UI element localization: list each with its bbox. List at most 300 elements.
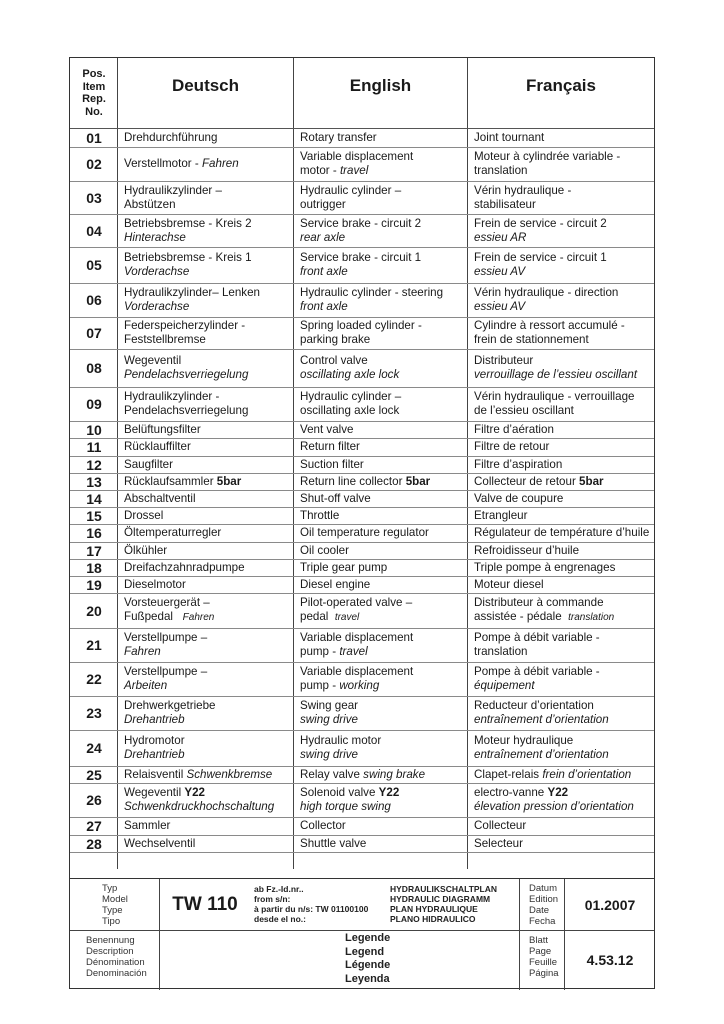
text: Diesel engine xyxy=(300,577,371,591)
italic-text: rear axle xyxy=(300,230,346,244)
item-number: 25 xyxy=(86,766,102,783)
italic-text: essieu AR xyxy=(474,230,527,244)
item-number: 20 xyxy=(86,602,102,619)
table-row xyxy=(70,214,654,248)
title-block xyxy=(70,878,654,990)
text: Vorsteuergerät – xyxy=(124,596,210,609)
table-row xyxy=(70,696,654,731)
french-description xyxy=(474,247,654,283)
text-line xyxy=(300,231,468,245)
model-labels xyxy=(102,883,128,927)
label-tipo: Tipo xyxy=(102,916,121,927)
german-description xyxy=(124,835,294,852)
italic-text: Drehantrieb xyxy=(124,748,185,761)
text: Clapet-relais xyxy=(474,767,543,781)
text-line xyxy=(124,157,294,171)
text-line xyxy=(300,509,468,523)
french-description xyxy=(474,214,654,247)
text: pump - xyxy=(300,645,340,658)
label-denomination: Dénomination xyxy=(86,957,145,968)
doc-type-fr: PLAN HYDRAULIQUE xyxy=(390,904,478,914)
label-typ: Typ xyxy=(102,883,118,894)
text-line xyxy=(124,645,294,659)
text-line xyxy=(300,699,468,713)
text: stabilisateur xyxy=(474,197,536,211)
header-deutsch: Deutsch xyxy=(171,76,240,95)
text-line xyxy=(474,768,654,782)
text-line xyxy=(124,631,294,645)
text-line xyxy=(124,251,294,265)
date-value: 01.2007 xyxy=(584,896,636,913)
table-row xyxy=(70,576,654,594)
german-description xyxy=(124,766,294,783)
italic-text: Fahren xyxy=(201,157,239,170)
text-line xyxy=(474,645,654,659)
french-description xyxy=(474,766,654,783)
item-number: 13 xyxy=(86,473,102,490)
item-label: Item xyxy=(82,80,106,93)
english-description xyxy=(300,349,468,387)
text-line xyxy=(474,184,654,198)
text-line xyxy=(300,184,468,198)
text: Service brake - circuit 2 xyxy=(300,216,422,230)
text: Collecteur de retour xyxy=(474,474,580,488)
text-line xyxy=(474,748,654,762)
italic-text: high torque swing xyxy=(300,800,391,813)
label-date: Date xyxy=(529,905,550,916)
french-description xyxy=(474,349,654,387)
text-line xyxy=(300,610,468,625)
text-line xyxy=(300,333,468,347)
text: Spring loaded cylinder - xyxy=(300,319,422,332)
italic-text: frein d’orientation xyxy=(542,767,632,781)
label-edition: Edition xyxy=(529,894,559,905)
text-line xyxy=(300,561,468,575)
text: outrigger xyxy=(300,197,346,211)
bold-text: Y22 xyxy=(378,786,400,799)
english-description xyxy=(300,730,468,766)
text: Frein de service - circuit 1 xyxy=(474,251,607,264)
english-description xyxy=(300,576,468,593)
text: pedal xyxy=(300,610,335,623)
english-description xyxy=(300,783,468,817)
text-line xyxy=(474,610,654,625)
german-description xyxy=(124,247,294,283)
text: Vérin hydraulique - verrouillage xyxy=(474,390,635,403)
text: Throttle xyxy=(300,508,340,522)
text: Vérin hydraulique - direction xyxy=(474,286,619,299)
bold-text: Y22 xyxy=(547,786,569,799)
text-line xyxy=(474,665,654,679)
text-line xyxy=(300,837,468,851)
german-description xyxy=(124,524,294,542)
text-line xyxy=(474,440,654,454)
text-line xyxy=(124,440,294,454)
text-line xyxy=(124,286,294,300)
text-line xyxy=(474,286,654,300)
item-number: 05 xyxy=(86,257,102,273)
german-description xyxy=(124,214,294,247)
text: Wechselventil xyxy=(124,836,196,850)
text: Federspeicherzylinder - xyxy=(124,319,246,332)
text-line xyxy=(124,665,294,679)
pos-label: Pos. xyxy=(82,68,106,80)
text: Shuttle valve xyxy=(300,836,367,850)
text: Control valve xyxy=(300,354,368,367)
text-line xyxy=(474,475,654,489)
serial-es: desde el no.: xyxy=(254,914,306,924)
text: Rücklaufsammler xyxy=(124,474,217,488)
text-line xyxy=(474,150,654,164)
item-number: 06 xyxy=(86,292,102,308)
english-description xyxy=(300,147,468,181)
text: Collecteur xyxy=(474,819,527,832)
table-row xyxy=(70,438,654,457)
text-line xyxy=(300,596,468,610)
model-value: TW 110 xyxy=(172,893,238,915)
text-line xyxy=(300,131,468,145)
text: Joint tournant xyxy=(474,130,545,144)
text: motor - xyxy=(300,164,340,177)
italic-text: Hinterachse xyxy=(124,230,186,244)
french-description xyxy=(474,783,654,817)
text: translation xyxy=(474,164,528,177)
text-line xyxy=(474,404,654,418)
english-description xyxy=(300,283,468,317)
text-line xyxy=(474,713,654,727)
text: Swing gear xyxy=(300,699,359,712)
text-line xyxy=(300,679,468,693)
text-line xyxy=(124,300,294,314)
table-row xyxy=(70,147,654,182)
table-row xyxy=(70,559,654,577)
item-number: 07 xyxy=(86,325,102,341)
text: oscillating axle lock xyxy=(300,404,400,417)
text: Vérin hydraulique - xyxy=(474,183,572,197)
table-row xyxy=(70,421,654,439)
label-blatt: Blatt xyxy=(529,935,549,946)
german-description xyxy=(124,421,294,438)
text: Pompe à débit variable - xyxy=(474,665,600,678)
text-line xyxy=(124,475,294,489)
table-row xyxy=(70,387,654,422)
label-datum: Datum xyxy=(529,883,557,894)
text-line xyxy=(124,492,294,506)
text: Hydraulikzylinder– Lenken xyxy=(124,286,260,299)
italic-text: Drehantrieb xyxy=(124,713,185,726)
text-line xyxy=(124,184,294,198)
doc-type-en: HYDRAULIC DIAGRAMM xyxy=(390,894,491,904)
item-number: 16 xyxy=(86,525,102,541)
text-line xyxy=(124,354,294,368)
text-line xyxy=(300,251,468,265)
text-line xyxy=(124,458,294,472)
text-line xyxy=(474,819,654,833)
item-number: 11 xyxy=(86,439,102,455)
item-number: 28 xyxy=(86,835,102,852)
german-description xyxy=(124,542,294,559)
text: Feststellbremse xyxy=(124,333,206,346)
item-number: 03 xyxy=(86,189,102,206)
text-line xyxy=(300,645,468,659)
text-line xyxy=(474,131,654,145)
text-line xyxy=(124,596,294,610)
text: Hydromotor xyxy=(124,734,185,747)
position-header xyxy=(70,58,118,128)
text: Hydraulikzylinder – xyxy=(124,183,222,197)
text: Fußpedal xyxy=(124,610,183,623)
table-row xyxy=(70,473,654,491)
text: Selecteur xyxy=(474,836,523,850)
text: assistée - pédale xyxy=(474,610,569,623)
english-description xyxy=(300,456,468,473)
text-line xyxy=(300,492,468,506)
english-description xyxy=(300,559,468,576)
item-number: 21 xyxy=(86,637,102,653)
table-row xyxy=(70,283,654,318)
english-description xyxy=(300,542,468,559)
text: Pendelachsverriegelung xyxy=(124,404,249,417)
table-row xyxy=(70,317,654,350)
text: Verstellpumpe – xyxy=(124,665,208,678)
text: Relay valve xyxy=(300,767,364,781)
english-description xyxy=(300,490,468,507)
text-line xyxy=(474,544,654,558)
text-line xyxy=(474,390,654,404)
text: Sammler xyxy=(124,819,171,832)
label-type: Type xyxy=(102,905,123,916)
french-description xyxy=(474,576,654,593)
item-number: 27 xyxy=(86,818,102,834)
french-description xyxy=(474,542,654,559)
text: Collector xyxy=(300,819,346,832)
desc-de: Legende xyxy=(345,932,391,944)
text: Belüftungsfilter xyxy=(124,422,201,436)
item-number: 10 xyxy=(86,421,102,438)
german-description xyxy=(124,387,294,421)
text: Return filter xyxy=(300,440,360,453)
description-labels xyxy=(86,935,147,979)
german-description xyxy=(124,628,294,662)
text: Drehwerkgetriebe xyxy=(124,699,216,712)
text-line xyxy=(474,423,654,437)
doc-type-es: PLANO HIDRAULICO xyxy=(390,914,476,924)
label-benennung: Benennung xyxy=(86,935,135,946)
serial-en: from s/n: xyxy=(254,894,291,904)
text-line xyxy=(474,837,654,851)
table-row xyxy=(70,524,654,543)
text: Dreifachzahnradpumpe xyxy=(124,560,245,574)
date-labels xyxy=(529,883,558,927)
text: Hydraulic cylinder – xyxy=(300,390,402,403)
legend-sheet xyxy=(69,57,655,989)
french-description xyxy=(474,662,654,696)
english-description xyxy=(300,438,468,456)
italic-text: Vorderachse xyxy=(124,265,190,278)
text-line xyxy=(124,265,294,279)
item-number: 22 xyxy=(86,671,102,687)
italic-text: Fahren xyxy=(182,612,215,623)
text-line xyxy=(300,578,468,592)
text-line xyxy=(124,217,294,231)
text-line xyxy=(124,526,294,540)
text-line xyxy=(300,631,468,645)
text: Saugfilter xyxy=(124,457,173,471)
italic-text: swing drive xyxy=(300,748,358,761)
german-description xyxy=(124,576,294,593)
english-description xyxy=(300,317,468,349)
english-description xyxy=(300,817,468,835)
italic-text: swing drive xyxy=(300,713,358,726)
text-line xyxy=(124,231,294,245)
text: Variable displacement xyxy=(300,665,414,678)
text-line xyxy=(124,800,294,814)
text: Hydraulic motor xyxy=(300,734,382,747)
text-line xyxy=(474,164,654,178)
text-line xyxy=(300,265,468,279)
german-description xyxy=(124,490,294,507)
title-divider xyxy=(519,879,520,990)
text: Wegeventil xyxy=(124,354,182,367)
italic-text: entraînement d’orientation xyxy=(474,748,609,761)
text-line xyxy=(300,748,468,762)
text-line xyxy=(124,319,294,333)
text: Variable displacement xyxy=(300,150,414,163)
italic-text: Vorderachse xyxy=(124,300,190,313)
italic-text: travel xyxy=(339,164,369,177)
item-number: 17 xyxy=(86,542,102,559)
serial-labels xyxy=(254,884,368,924)
french-description xyxy=(474,438,654,456)
text: Hydraulikzylinder - xyxy=(124,390,220,403)
text-line xyxy=(474,631,654,645)
text-line xyxy=(474,354,654,368)
text: Frein de service - circuit 2 xyxy=(474,216,607,230)
text: Shut-off valve xyxy=(300,491,371,505)
italic-text: working xyxy=(339,679,380,692)
item-number: 18 xyxy=(86,559,102,576)
text: Relaisventil xyxy=(124,767,187,781)
text-line xyxy=(300,786,468,800)
item-number: 02 xyxy=(86,156,102,172)
text: Pilot-operated valve – xyxy=(300,596,413,609)
french-description xyxy=(474,524,654,542)
text-line xyxy=(300,217,468,231)
text: Reducteur d’orientation xyxy=(474,699,594,712)
english-description xyxy=(300,524,468,542)
text: translation xyxy=(474,645,528,658)
text: Triple gear pump xyxy=(300,560,388,574)
french-description xyxy=(474,730,654,766)
italic-text: swing brake xyxy=(363,767,426,781)
text: Filtre de retour xyxy=(474,440,550,453)
text: Hydraulic cylinder - steering xyxy=(300,286,444,299)
text: de l’essieu oscillant xyxy=(474,404,574,417)
text-line xyxy=(124,679,294,693)
french-description xyxy=(474,181,654,214)
german-description xyxy=(124,559,294,576)
text-line xyxy=(124,368,294,382)
text-line xyxy=(474,319,654,333)
text: Service brake - circuit 1 xyxy=(300,251,422,264)
text-line xyxy=(124,333,294,347)
text-line xyxy=(124,390,294,404)
text: Filtre d’aspiration xyxy=(474,457,563,471)
text-line xyxy=(474,300,654,314)
text-line xyxy=(124,699,294,713)
italic-text: Pendelachsverriegelung xyxy=(124,368,249,381)
item-number: 24 xyxy=(86,740,102,756)
table-row xyxy=(70,783,654,818)
text-line xyxy=(300,800,468,814)
german-description xyxy=(124,456,294,473)
text-line xyxy=(300,150,468,164)
text: Solenoid valve xyxy=(300,786,379,799)
table-row xyxy=(70,835,654,853)
text-line xyxy=(300,734,468,748)
text-line xyxy=(124,404,294,418)
text: Filtre d’aération xyxy=(474,422,554,436)
german-description xyxy=(124,593,294,628)
french-description xyxy=(474,628,654,662)
text-line xyxy=(300,458,468,472)
english-description xyxy=(300,421,468,438)
text: Drossel xyxy=(124,508,164,522)
text: pump - xyxy=(300,679,340,692)
text-line xyxy=(124,509,294,523)
german-description xyxy=(124,147,294,181)
italic-text: essieu AV xyxy=(474,300,526,313)
italic-text: Schwenkbremse xyxy=(186,767,273,781)
label-description: Description xyxy=(86,946,134,957)
text: Régulateur de température d’huile xyxy=(474,526,650,539)
italic-text: élevation pression d’orientation xyxy=(474,800,634,813)
text-line xyxy=(300,440,468,454)
italic-text: verrouillage de l’essieu oscillant xyxy=(474,368,638,381)
text: Variable displacement xyxy=(300,631,414,644)
item-number: 04 xyxy=(86,222,102,239)
table-row xyxy=(70,593,654,629)
bold-text: 5bar xyxy=(216,474,242,488)
text-line xyxy=(124,578,294,592)
text-line xyxy=(474,509,654,523)
serial-fr: à partir du n/s: TW 01100100 xyxy=(254,904,369,914)
item-number: 26 xyxy=(86,792,102,808)
french-description xyxy=(474,147,654,181)
label-pagina: Página xyxy=(529,968,559,979)
text: Pompe à débit variable - xyxy=(474,631,600,644)
text-line xyxy=(474,526,654,540)
text-line xyxy=(300,713,468,727)
text-line xyxy=(300,526,468,540)
header-francais: Français xyxy=(526,76,596,95)
text-line xyxy=(474,800,654,814)
text: frein de stationnement xyxy=(474,333,589,346)
german-description xyxy=(124,181,294,214)
french-description xyxy=(474,317,654,349)
text: Oil cooler xyxy=(300,543,349,557)
text: parking brake xyxy=(300,333,371,346)
text-line xyxy=(474,368,654,382)
text-line xyxy=(300,390,468,404)
english-description xyxy=(300,593,468,628)
label-fecha: Fecha xyxy=(529,916,556,927)
english-description xyxy=(300,507,468,524)
english-description xyxy=(300,387,468,421)
text-line xyxy=(300,319,468,333)
table-row xyxy=(70,730,654,767)
text-line xyxy=(300,475,468,489)
